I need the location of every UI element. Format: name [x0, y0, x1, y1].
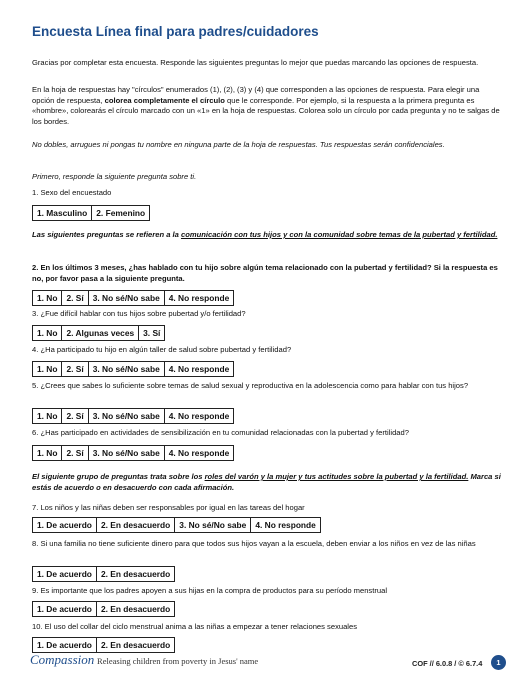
option[interactable]: 2. En desacuerdo: [100, 604, 171, 614]
page-number-badge: 1: [491, 655, 506, 670]
intro-paragraph-3: No dobles, arrugues ni pongas tu nombre en ninguna parte de la hoja de respuestas. Tus respuestas serán confidenciales.: [32, 140, 445, 149]
options-q4: [32, 361, 234, 377]
option[interactable]: 4. No responde: [255, 520, 316, 530]
option[interactable]: 1. No: [33, 446, 62, 460]
option[interactable]: 1. De acuerdo: [33, 638, 97, 652]
option[interactable]: 4. No responde: [168, 448, 230, 458]
option[interactable]: 4. No responde: [168, 411, 230, 421]
question-5: 5. ¿Crees que sabes lo suficiente sobre temas de salud sexual y reproductiva en la adolescencia como para hablar con tus hijos?: [32, 381, 469, 390]
document-code: COF // 6.0.8 / © 6.7.4: [412, 659, 483, 668]
option[interactable]: 2. Sí: [62, 409, 88, 423]
option[interactable]: 2. En desacuerdo: [97, 518, 175, 532]
question-2: 2. En los últimos 3 meses, ¿has hablado con tu hijo sobre algún tema relacionado con la pubertad y fertilidad? Si la respuesta es no, por favor pasa a la siguiente pregunta.: [32, 263, 498, 283]
question-6: 6. ¿Has participado en actividades de sensibilización en tu comunidad relacionadas con la pubertad y fertilidad?: [32, 428, 409, 437]
options-q6: [32, 445, 234, 461]
option[interactable]: 2. Sí: [62, 362, 88, 376]
compassion-logo: Compassion Releasing children from poverty in Jesus' name: [30, 652, 259, 667]
question-3: 3. ¿Fue difícil hablar con tus hijos sobre pubertad y/o fertilidad?: [32, 309, 246, 318]
option[interactable]: 2. Sí: [62, 446, 88, 460]
question-8: 8. Si una familia no tiene suficiente dinero para que todos sus hijos vayan a la escuela, deben enviar a los niños en vez de las niñas: [32, 539, 476, 548]
option[interactable]: 3. No sé/No sabe: [89, 291, 165, 305]
option[interactable]: 2. Sí: [62, 291, 88, 305]
question-9: 9. Es importante que los padres apoyen a sus hijas en la compra de productos para su período menstrual: [32, 586, 388, 595]
option[interactable]: 1. De acuerdo: [33, 518, 97, 532]
options-q10: [32, 637, 175, 653]
option[interactable]: 4. No responde: [168, 293, 230, 303]
options-q5: [32, 408, 234, 424]
option[interactable]: 2. En desacuerdo: [100, 640, 171, 650]
intro-paragraph-1: Gracias por completar esta encuesta. Responde las siguientes preguntas lo mejor que puedas marcando las opciones de respuesta.: [32, 58, 479, 67]
options-q7: [32, 517, 321, 533]
question-4: 4. ¿Ha participado tu hijo en algún taller de salud sobre pubertad y fertilidad?: [32, 345, 292, 354]
option[interactable]: 1. Masculino: [33, 206, 92, 220]
option[interactable]: 3. No sé/No sabe: [175, 518, 251, 532]
option[interactable]: 1. No: [33, 409, 62, 423]
option[interactable]: 2. Algunas veces: [62, 326, 139, 340]
option[interactable]: 1. No: [33, 326, 62, 340]
question-10: 10. El uso del collar del ciclo menstrual anima a las niñas a empezar a tener relaciones sexuales: [32, 622, 358, 631]
option[interactable]: 3. No sé/No sabe: [89, 446, 165, 460]
option[interactable]: 1. De acuerdo: [33, 602, 97, 616]
options-q1: [32, 205, 150, 221]
option[interactable]: 2. En desacuerdo: [100, 569, 171, 579]
options-q2: [32, 290, 234, 306]
option[interactable]: 1. No: [33, 362, 62, 376]
section-1-heading: Primero, responde la siguiente pregunta sobre ti.: [32, 172, 197, 181]
options-q3: [32, 325, 165, 341]
intro-paragraph-2: En la hoja de respuestas hay "círculos" enumerados (1), (2), (3) y (4) que corresponden a las opciones de respuesta. Para elegir una opción de respuesta, colorea completamente el círculo que le corresponde. Por ejemplo, si la respuesta a la primera pregunta es «hombre», colorearás el círculo marcado con un «1» en la hoja de respuestas. Colorea solo un círculo por cada pregunta y no te salgas de los bordes.: [32, 85, 500, 126]
option[interactable]: 1. De acuerdo: [33, 567, 97, 581]
option[interactable]: 3. No sé/No sabe: [89, 409, 165, 423]
question-7: 7. Los niños y las niñas deben ser responsables por igual en las tareas del hogar: [32, 503, 305, 512]
option[interactable]: 4. No responde: [168, 364, 230, 374]
section-2-heading: Las siguientes preguntas se refieren a la comunicación con tus hijos y con la comunidad sobre temas de la pubertad y fertilidad.: [32, 230, 498, 239]
option[interactable]: 2. Femenino: [96, 208, 146, 218]
question-1: 1. Sexo del encuestado: [32, 188, 112, 197]
options-q9: [32, 601, 175, 617]
option[interactable]: 3. No sé/No sabe: [89, 362, 165, 376]
options-q8: [32, 566, 175, 582]
section-3-heading: El siguiente grupo de preguntas trata sobre los roles del varón y la mujer y tus actitudes sobre la pubertad y la fertilidad. Marca si estás de acuerdo o en desacuerdo con cada afirmación.: [32, 472, 501, 492]
page-title: Encuesta Línea final para padres/cuidadores: [32, 24, 319, 39]
option[interactable]: 1. No: [33, 291, 62, 305]
option[interactable]: 3. Sí: [143, 328, 161, 338]
